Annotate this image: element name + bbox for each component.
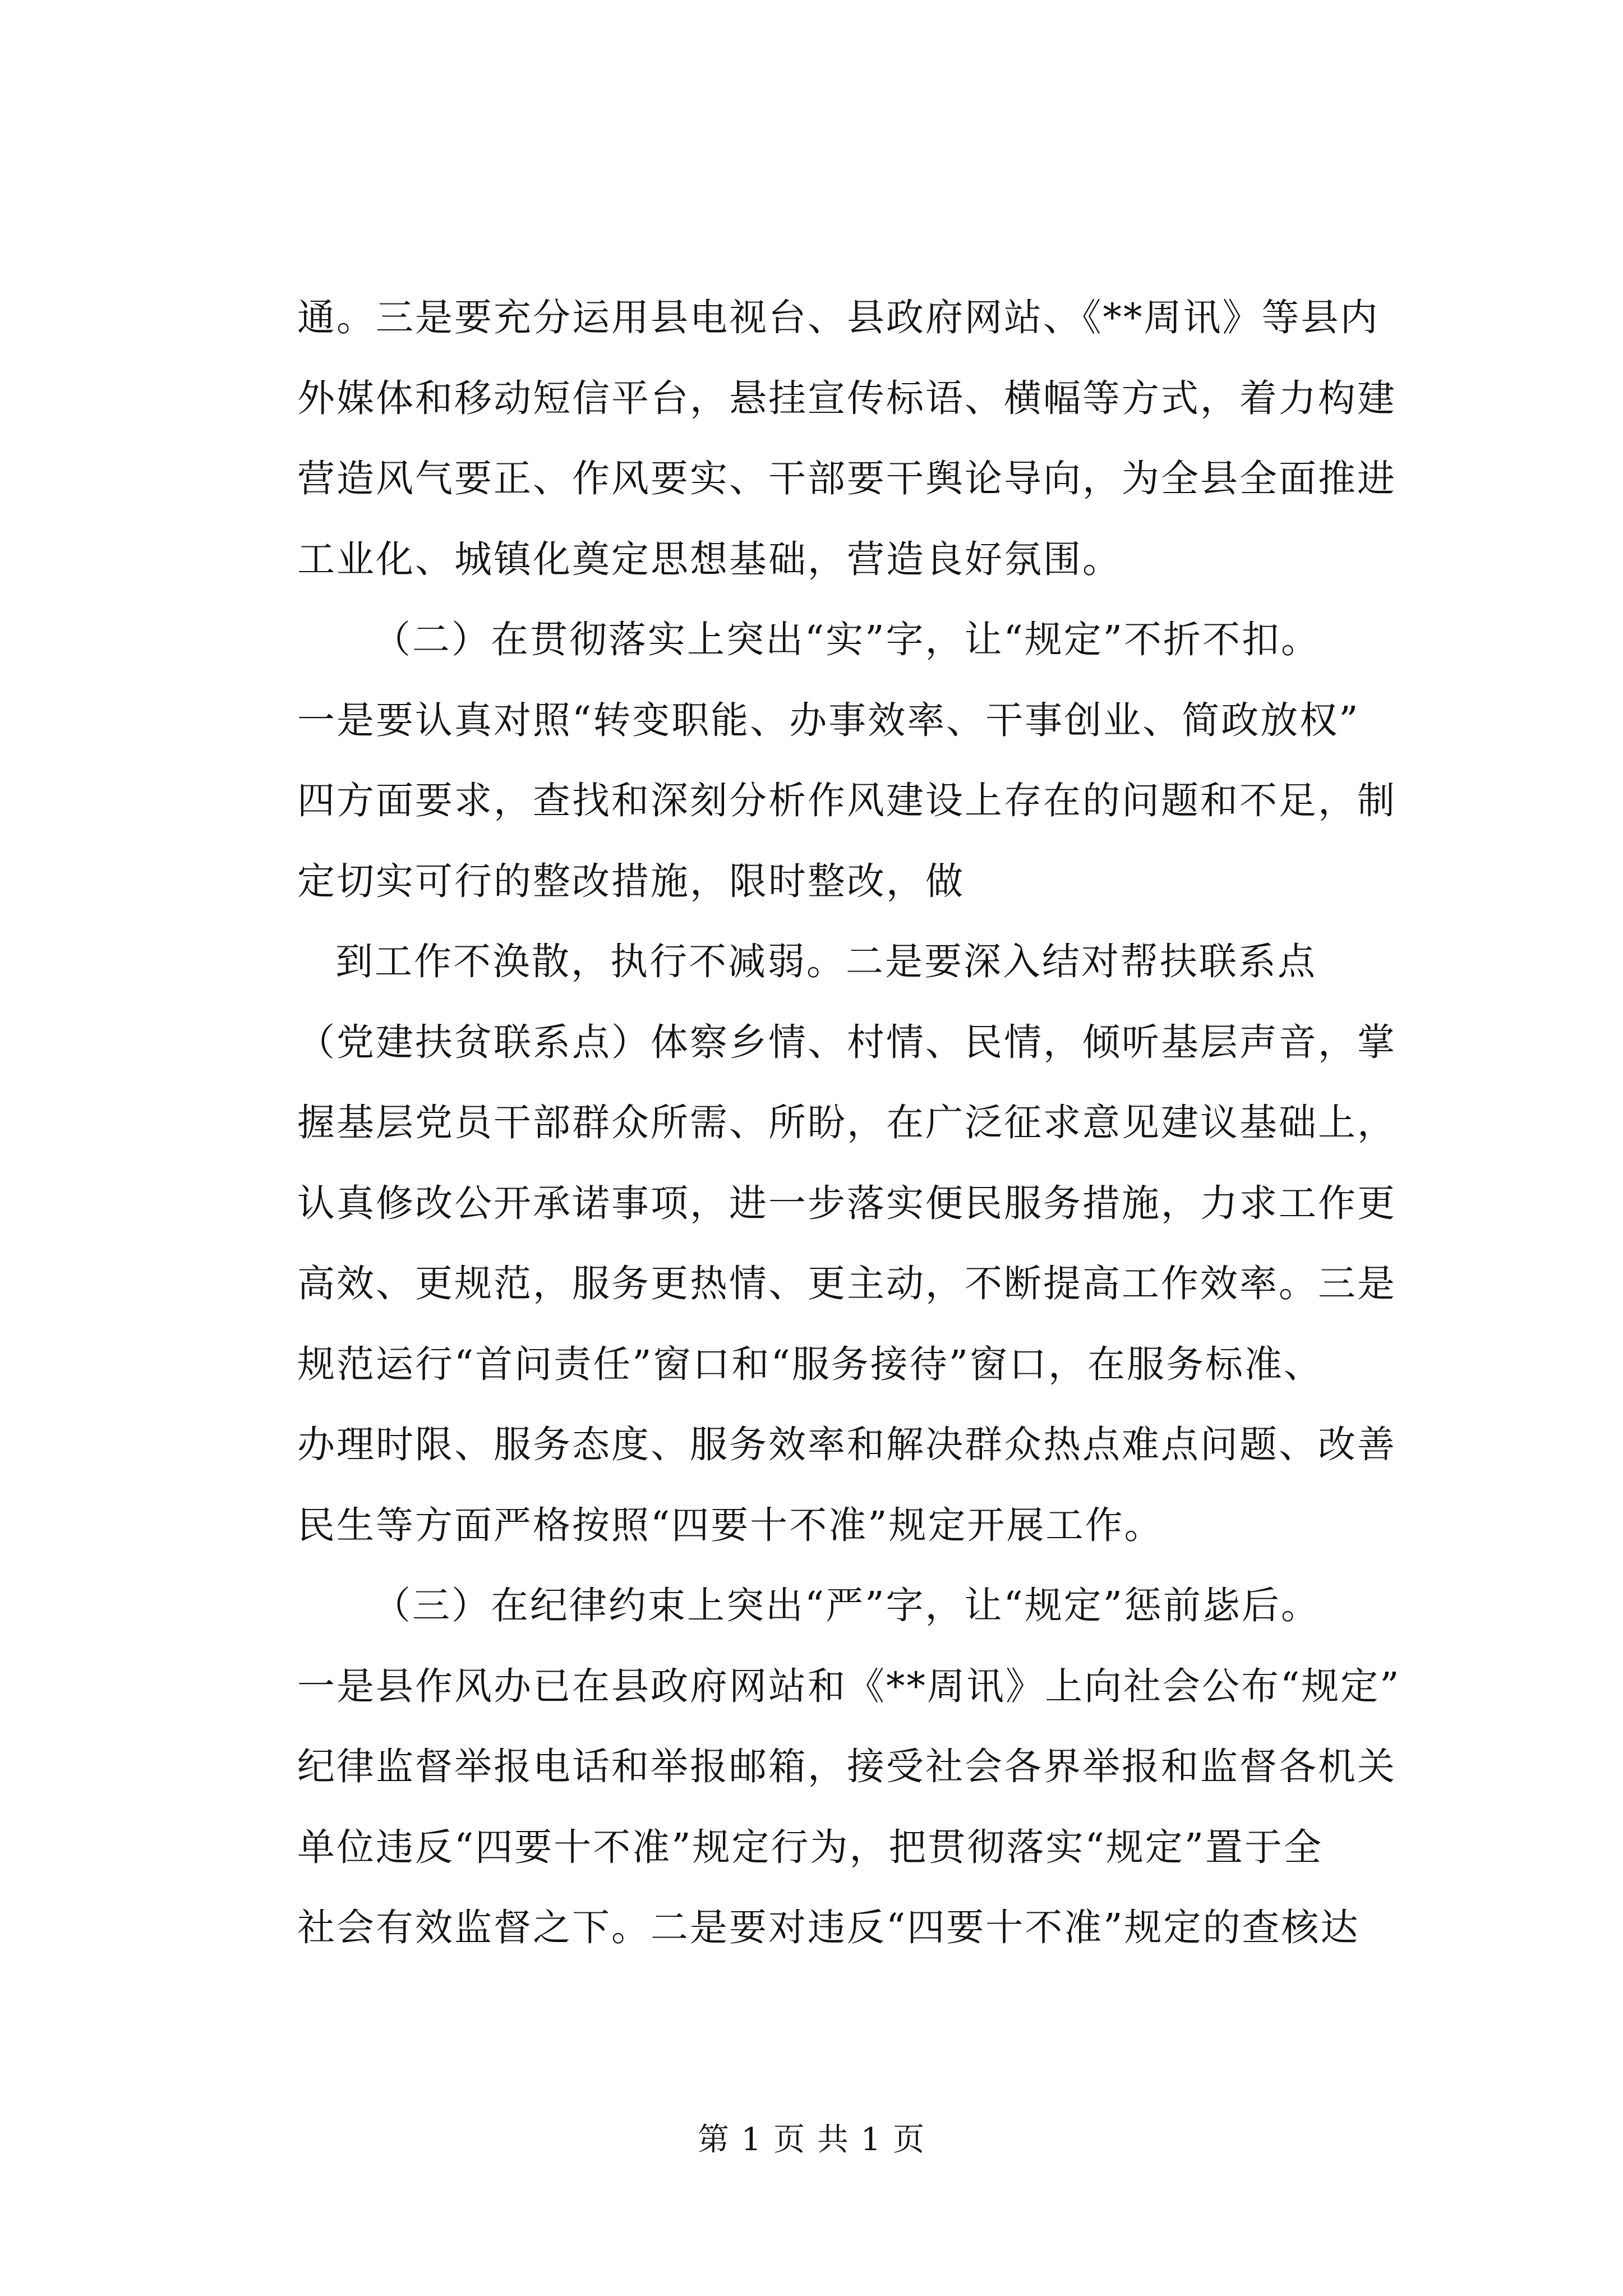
text-line: 握基层党员干部群众所需、所盼，在广泛征求意见建议基础上， xyxy=(297,1101,1396,1144)
text-line: 规范运行“首问责任”窗口和“服务接待”窗口，在服务标准、 xyxy=(297,1342,1324,1386)
text-line: （党建扶贫联系点）体察乡情、村情、民情，倾听基层声音，掌 xyxy=(297,1020,1396,1064)
document-body xyxy=(297,278,1413,1968)
page-number-footer: 第 1 页 共 1 页 xyxy=(697,2122,926,2158)
text-line: 到工作不涣散，执行不减弱。二是要深入结对帮扶联系点 xyxy=(335,940,1317,983)
text-line: 四方面要求，查找和深刻分析作风建设上存在的问题和不足，制 xyxy=(297,779,1396,822)
text-line: 工业化、城镇化奠定思想基础，营造良好氛围。 xyxy=(297,537,1122,581)
text-line: 定切实可行的整改措施，限时整改，做 xyxy=(297,859,965,903)
text-line: 一是要认真对照“转变职能、办事效率、干事创业、简政放权” xyxy=(297,698,1360,742)
text-line: 纪律监督举报电话和举报邮箱，接受社会各界举报和监督各机关 xyxy=(297,1745,1396,1788)
text-line: 办理时限、服务态度、服务效率和解决群众热点难点问题、改善 xyxy=(297,1423,1396,1466)
text-line: 外媒体和移动短信平台，悬挂宣传标语、横幅等方式，着力构建 xyxy=(297,376,1396,420)
section-heading: （二）在贯彻落实上突出“实”字，让“规定”不折不扣。 xyxy=(373,618,1321,661)
section-heading: （三）在纪律约束上突出“严”字，让“规定”惩前毖后。 xyxy=(373,1584,1321,1627)
text-line: 通。三是要充分运用县电视台、县政府网站、《**周讯》等县内 xyxy=(297,296,1380,339)
text-line: 社会有效监督之下。二是要对违反“四要十不准”规定的查核达 xyxy=(297,1906,1360,1949)
text-line: 营造风气要正、作风要实、干部要干舆论导向，为全县全面推进 xyxy=(297,457,1396,500)
text-line: 一是县作风办已在县政府网站和《**周讯》上向社会公布“规定” xyxy=(297,1664,1401,1708)
text-line: 认真修改公开承诺事项，进一步落实便民服务措施，力求工作更 xyxy=(297,1181,1396,1225)
text-line: 高效、更规范，服务更热情、更主动，不断提高工作效率。三是 xyxy=(297,1262,1396,1305)
text-line: 单位违反“四要十不准”规定行为，把贯彻落实“规定”置于全 xyxy=(297,1825,1324,1869)
text-line: 民生等方面严格按照“四要十不准”规定开展工作。 xyxy=(297,1503,1164,1547)
